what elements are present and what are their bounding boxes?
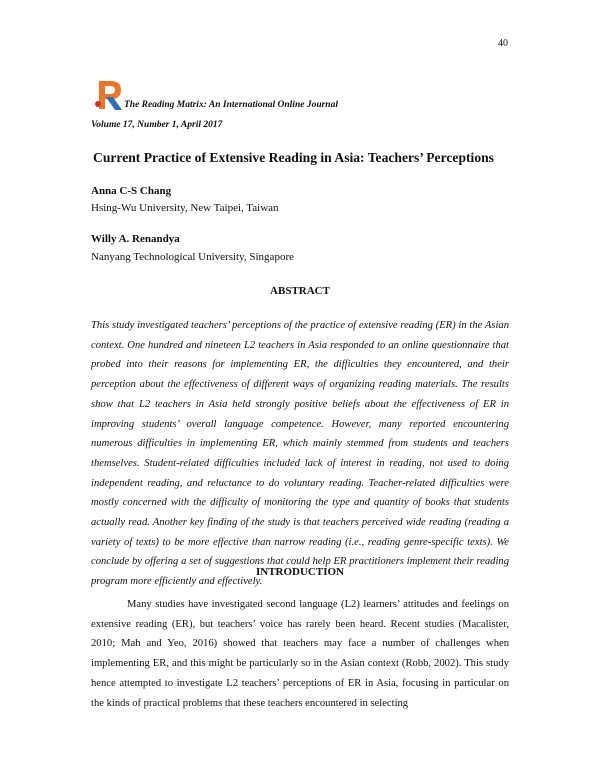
introduction-heading: INTRODUCTION bbox=[255, 566, 344, 578]
introduction-text: Many studies have investigated second language (L2) learners’ attitudes and feelings on extensive reading (ER), but teachers’ voice has rarely been heard. Recent studies (Macalister, 2010; Mah and Yeo, 2016) showed that teachers may face a number of challenges when implementing ER, and this might be particularly so in the Asian context (Robb, 2002). This study hence attempted to investigate L2 teachers’ perceptions of ER in Asia, focusing in particular on the kinds of practical problems that these teachers encountered in selecting bbox=[91, 599, 509, 709]
abstract-heading: ABSTRACT bbox=[270, 285, 330, 297]
journal-name: The Reading Matrix: An International Online Journal bbox=[124, 100, 338, 110]
abstract-text: This study investigated teachers’ perceptions of the practice of extensive reading (ER) in the Asian context. One hundred and nineteen L2 teachers in Asia responded to an online questionnaire that probed into their reasons for implementing ER, the difficulties they encountered, and their perception about the effectiveness of different ways of organizing reading materials. The results show that L2 teachers in Asia held strongly positive beliefs about the effectiveness of ER in improving students’ overall language competence. However, many reported encountering numerous difficulties in implementing ER, which mainly stemmed from students and teachers themselves. Student-related difficulties included lack of interest in reading, not used to doing independent reading, and reluctance to do voluntary reading. Teacher-related difficulties were mostly concerned with the difficulty of monitoring the type and quantity of books that students actually read. Another key finding of the study is that teachers perceived wide reading (reading a variety of texts) to be more effective than narrow reading (i.e., reading genre-specific texts). We conclude by offering a set of suggestions that could help ER practitioners implement their reading program more efficiently and effectively. bbox=[91, 320, 509, 588]
journal-volume: Volume 17, Number 1, April 2017 bbox=[91, 120, 223, 130]
author-name: Anna C-S Chang bbox=[91, 185, 172, 197]
paper-title: Current Practice of Extensive Reading in Asia: Teachers’ Perceptions bbox=[93, 150, 494, 165]
author-affiliation: Nanyang Technological University, Singapore bbox=[91, 251, 294, 263]
page-number: 40 bbox=[498, 38, 508, 49]
author-name: Willy A. Renandya bbox=[91, 233, 180, 245]
reading-matrix-logo-icon bbox=[91, 77, 127, 113]
author-affiliation: Hsing-Wu University, New Taipei, Taiwan bbox=[91, 202, 279, 214]
